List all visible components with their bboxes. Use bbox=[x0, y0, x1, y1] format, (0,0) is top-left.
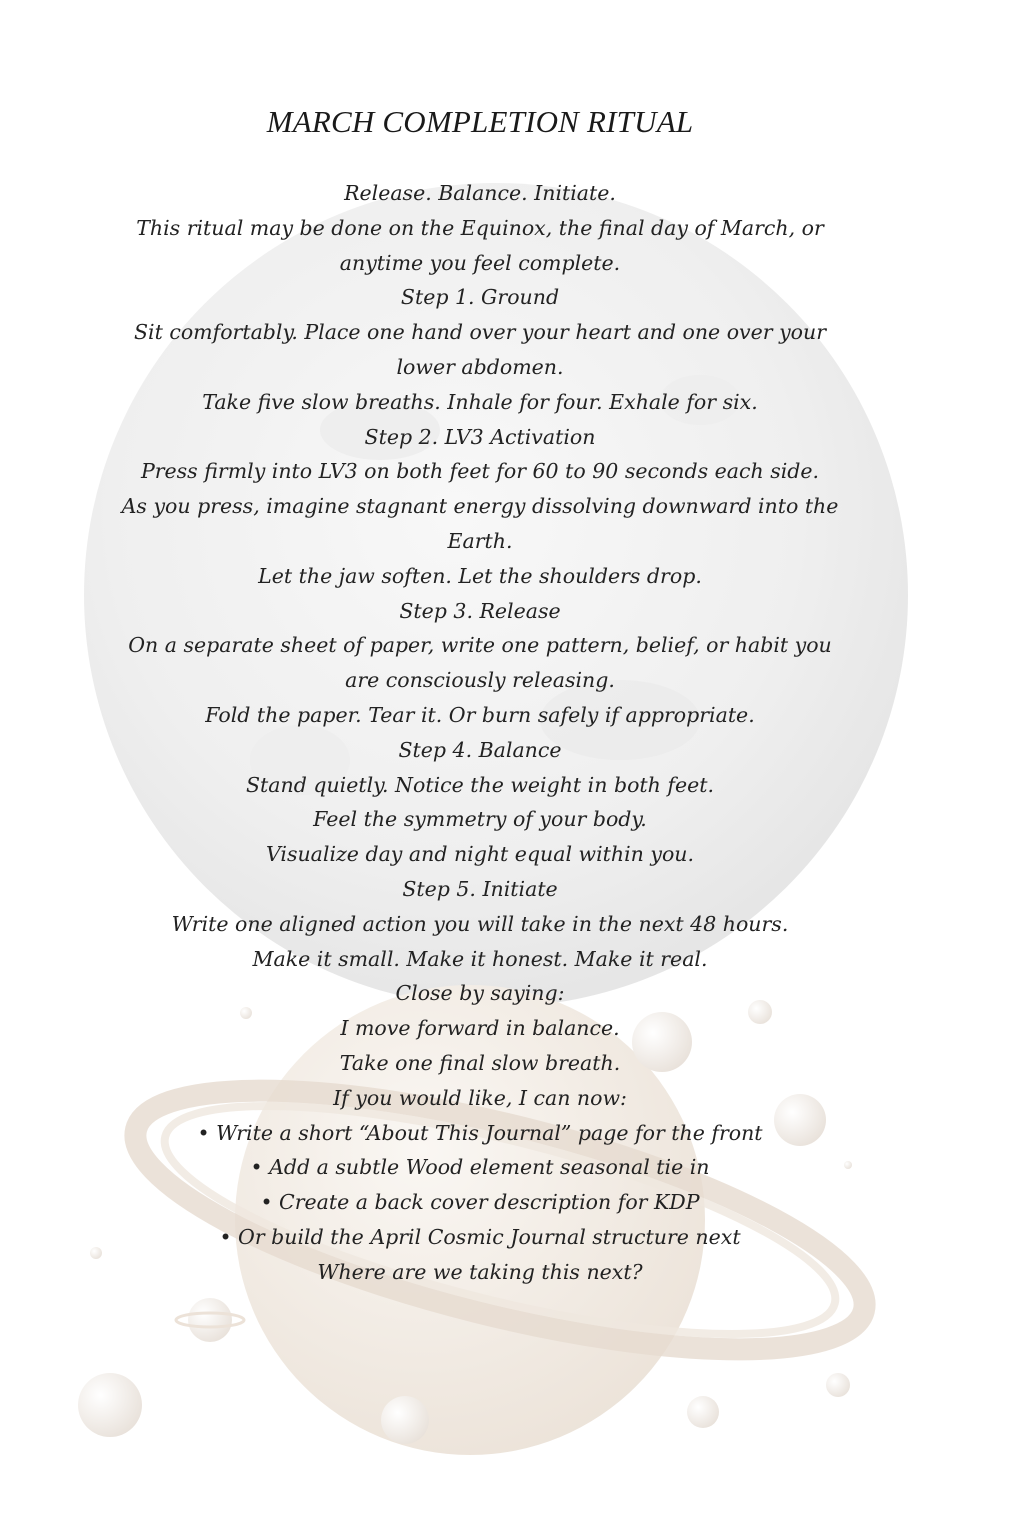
bullet-item: • Write a short “About This Journal” page for the front bbox=[197, 1120, 763, 1145]
text-line: Visualize day and night equal within you. bbox=[265, 842, 695, 867]
step-heading: Step 3. Release bbox=[399, 598, 561, 623]
text-line: As you press, imagine stagnant energy dissolving downward into the bbox=[121, 494, 839, 519]
text-line: Close by saying: bbox=[395, 981, 565, 1006]
ritual-text bbox=[40, 176, 920, 1290]
text-line: This ritual may be done on the Equinox, the final day of March, or bbox=[136, 215, 824, 240]
bullet-item: • Create a back cover description for KDP bbox=[260, 1190, 700, 1215]
step-heading: Step 2. LV3 Activation bbox=[364, 424, 596, 449]
text-line: Take one final slow breath. bbox=[339, 1050, 621, 1075]
text-line: lower abdomen. bbox=[396, 354, 564, 379]
text-line: If you would like, I can now: bbox=[333, 1085, 627, 1110]
step-heading: Step 4. Balance bbox=[398, 737, 562, 762]
text-line: Stand quietly. Notice the weight in both feet. bbox=[246, 772, 714, 797]
text-line: Take five slow breaths. Inhale for four. Exhale for six. bbox=[202, 389, 758, 414]
text-line: Press firmly into LV3 on both feet for 60 to 90 seconds each side. bbox=[140, 459, 820, 484]
text-line: I move forward in balance. bbox=[340, 1016, 620, 1041]
step-heading: Step 1. Ground bbox=[400, 285, 560, 310]
text-line: On a separate sheet of paper, write one pattern, belief, or habit you bbox=[128, 633, 832, 658]
text-line: Where are we taking this next? bbox=[317, 1259, 643, 1284]
text-line: are consciously releasing. bbox=[345, 668, 615, 693]
step-heading: Step 5. Initiate bbox=[402, 876, 558, 901]
text-line: Fold the paper. Tear it. Or burn safely if appropriate. bbox=[205, 702, 755, 727]
page-title: MARCH COMPLETION RITUAL bbox=[266, 104, 694, 139]
text-line: Let the jaw soften. Let the shoulders drop. bbox=[258, 563, 702, 588]
text-line: Make it small. Make it honest. Make it real. bbox=[252, 946, 708, 971]
text-line: Earth. bbox=[447, 528, 513, 553]
text-line: Write one aligned action you will take in the next 48 hours. bbox=[171, 911, 789, 936]
text-line: anytime you feel complete. bbox=[339, 250, 621, 275]
text-line: Release. Balance. Initiate. bbox=[344, 181, 616, 205]
bullet-item: • Or build the April Cosmic Journal structure next bbox=[219, 1224, 741, 1249]
bullet-item: • Add a subtle Wood element seasonal tie in bbox=[250, 1155, 710, 1180]
text-line: Feel the symmetry of your body. bbox=[313, 807, 647, 832]
text-line: Sit comfortably. Place one hand over your heart and one over your bbox=[133, 320, 826, 345]
